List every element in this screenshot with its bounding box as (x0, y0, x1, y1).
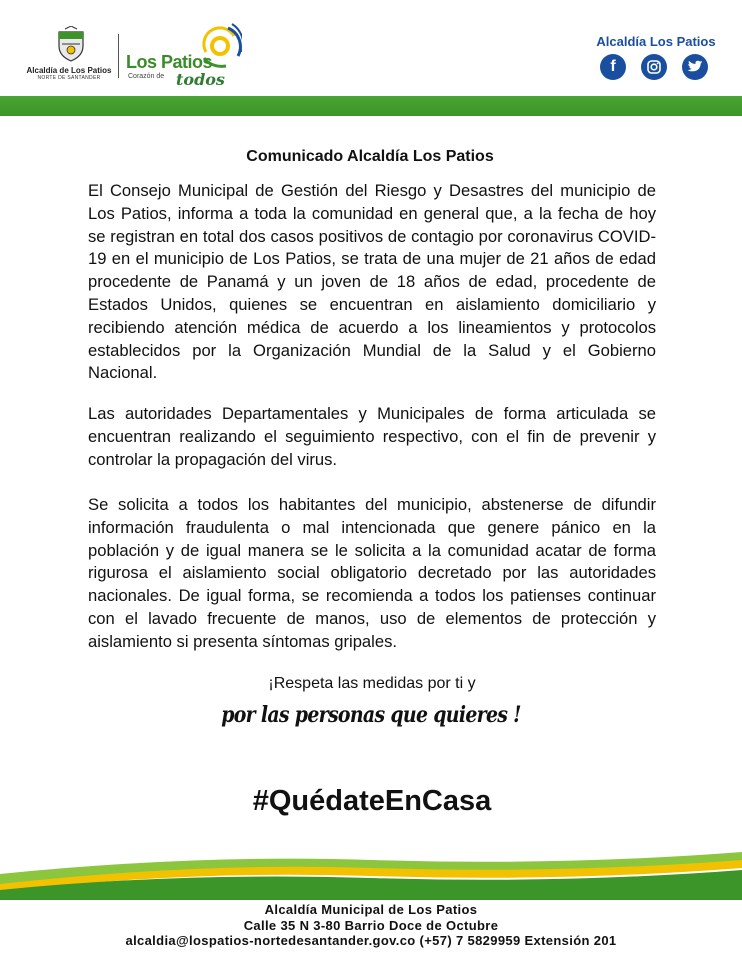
crest-caption (24, 66, 114, 82)
page-header (0, 0, 742, 96)
paragraph-3: Se solicita a todos los habitantes del municipio, abstenerse de difundir información fraudulenta o mal intencionada que genere pánico en la población y de igual manera se le solicita a la comunidad acatar de forma rigurosa el aislamiento social obligatorio decretado por las autoridades nacionales. De igual forma, se recomienda a todos los patienses continuar con el lavado frecuente de manos, uso de elementos de protección y aislamiento si presenta síntomas gripales. (88, 495, 656, 651)
green-header-bar (0, 96, 742, 116)
document-title (0, 148, 742, 166)
footer-wave-decoration (0, 852, 742, 900)
respeta-text: ¡Respeta las medidas por ti y (268, 675, 476, 692)
instagram-icon[interactable] (641, 54, 667, 80)
hashtag-text: #QuédateEnCasa (252, 785, 492, 817)
script-slogan: por las personas que quieres ! (221, 702, 521, 728)
crest-caption-title: Alcaldía de Los Patios (26, 66, 112, 75)
facebook-icon[interactable]: f (600, 54, 626, 80)
brand-script: todos (176, 70, 225, 89)
respeta-line (0, 675, 742, 693)
paragraph-2: Las autoridades Departamentales y Municipales de forma articulada se encuentran realizando el seguimiento respectivo, con el fin de prevenir y controlar la propagación del virus. (88, 404, 656, 469)
twitter-icon[interactable] (682, 54, 708, 80)
footer-line-2: Calle 35 N 3-80 Barrio Doce de Octubre (243, 917, 499, 933)
hashtag (0, 785, 742, 818)
footer-contact (0, 902, 742, 949)
municipal-crest-logo (56, 26, 86, 62)
logo-divider (118, 34, 119, 78)
footer-line-1: Alcaldía Municipal de Los Patios (264, 902, 478, 917)
document-title-text: Comunicado Alcaldía Los Patios (246, 148, 494, 165)
paragraph-1: El Consejo Municipal de Gestión del Riesgo y Desastres del municipio de Los Patios, informa a toda la comunidad en general que, a la fecha de hoy se registran en total dos casos positivos de contagio por coronavirus COVID-19 en el municipio de Los Patios, se trata de una mujer de 21 años de edad procedente de Panamá y un joven de 18 años de edad, procedente de Estados Unidos, quienes se encuentran en aislamiento domiciliario y recibiendo atención médica de acuerdo a los lineamientos y protocolos establecidos por la Organización Mundial de la Salud y el Gobierno Nacional. (88, 181, 656, 383)
twitter-bird-glyph (687, 60, 703, 74)
header-right-title: Alcaldía Los Patios (596, 34, 716, 49)
brand-name: Los Patios (126, 52, 213, 72)
brand-tagline: Corazón de (128, 73, 165, 80)
los-patios-brand-logo (122, 22, 242, 92)
footer-line-3: alcaldia@lospatios-nortedesantander.gov.co (+57) 7 5829959 Extensión 201 (125, 933, 617, 948)
crest-caption-subtitle: NORTE DE SANTANDER (37, 75, 101, 81)
instagram-glyph (646, 59, 662, 75)
